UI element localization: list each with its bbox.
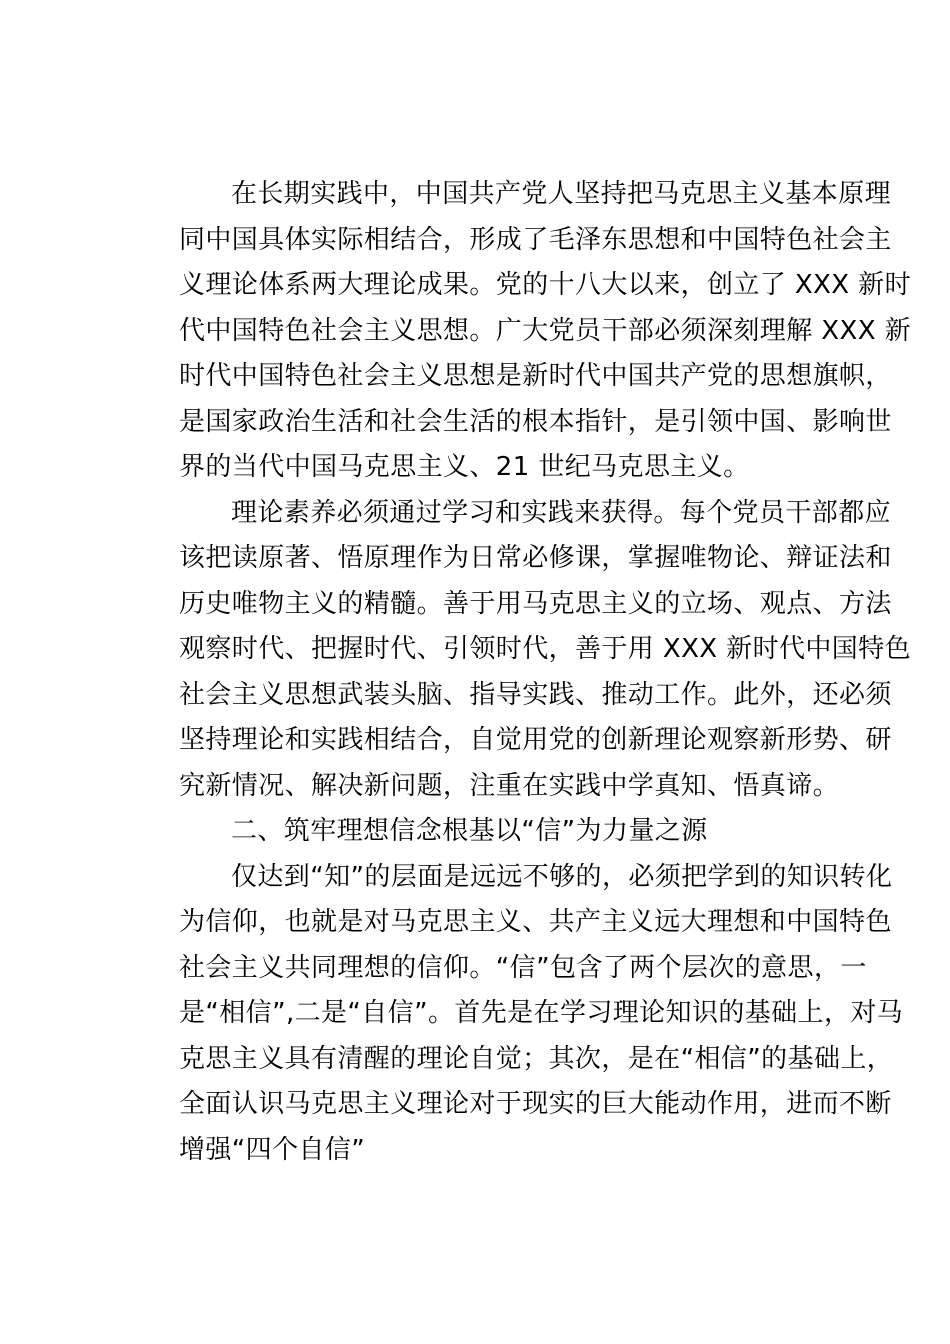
text-line: 坚持理论和实践相结合，自觉用党的创新理论观察新形势、研 bbox=[179, 725, 892, 755]
text-line: 究新情况、解决新问题，注重在实践中学真知、悟真谛。 bbox=[179, 770, 840, 801]
text-line: 是国家政治生活和社会生活的根本指针，是引领中国、影响世 bbox=[179, 406, 892, 437]
text-line: 义理论体系两大理论成果。党的十八大以来，创立了 XXX 新时 bbox=[179, 270, 911, 300]
paragraph-3 bbox=[127, 855, 904, 1174]
text-line: 克思主义具有清醒的理论自觉；其次，是在“相信”的基础上， bbox=[179, 1043, 894, 1074]
text-line: 社会主义共同理想的信仰。“信”包含了两个层次的意思，一 bbox=[179, 952, 867, 983]
text-line: 在长期实践中，中国共产党人坚持把马克思主义基本原理 bbox=[231, 179, 892, 209]
text-line: 界的当代中国马克思主义、21 世纪马克思主义。 bbox=[179, 452, 750, 482]
text-line: 是“相信”,二是“自信”。首先是在学习理论知识的基础上，对马 bbox=[179, 998, 904, 1028]
paragraph-1 bbox=[127, 172, 911, 491]
paragraph-2 bbox=[127, 491, 911, 810]
text-line: 增强“四个自信” bbox=[179, 1134, 366, 1165]
text-line: 理论素养必须通过学习和实践来获得。每个党员干部都应 bbox=[231, 497, 892, 528]
text-line: 观察时代、把握时代、引领时代，善于用 XXX 新时代中国特色 bbox=[179, 634, 911, 664]
text-line: 时代中国特色社会主义思想是新时代中国共产党的思想旗帜， bbox=[179, 361, 892, 391]
heading-line: 二、筑牢理想信念根基以“信”为力量之源 bbox=[231, 816, 708, 846]
text-line: 全面认识马克思主义理论对于现实的巨大能动作用，进而不断 bbox=[179, 1089, 892, 1119]
text-line: 历史唯物主义的精髓。善于用马克思主义的立场、观点、方法 bbox=[179, 588, 892, 619]
document-body bbox=[127, 172, 911, 1173]
text-line: 该把读原著、悟原理作为日常必修课，掌握唯物论、辩证法和 bbox=[179, 543, 892, 573]
text-line: 同中国具体实际相结合，形成了毛泽东思想和中国特色社会主 bbox=[179, 224, 892, 255]
text-line: 仅达到“知”的层面是远远不够的，必须把学到的知识转化 bbox=[231, 861, 893, 892]
text-line: 为信仰，也就是对马克思主义、共产主义远大理想和中国特色 bbox=[179, 907, 892, 937]
text-line: 代中国特色社会主义思想。广大党员干部必须深刻理解 XXX 新 bbox=[179, 315, 911, 346]
section-heading bbox=[127, 809, 827, 855]
text-line: 社会主义思想武装头脑、指导实践、推动工作。此外，还必须 bbox=[179, 679, 892, 710]
